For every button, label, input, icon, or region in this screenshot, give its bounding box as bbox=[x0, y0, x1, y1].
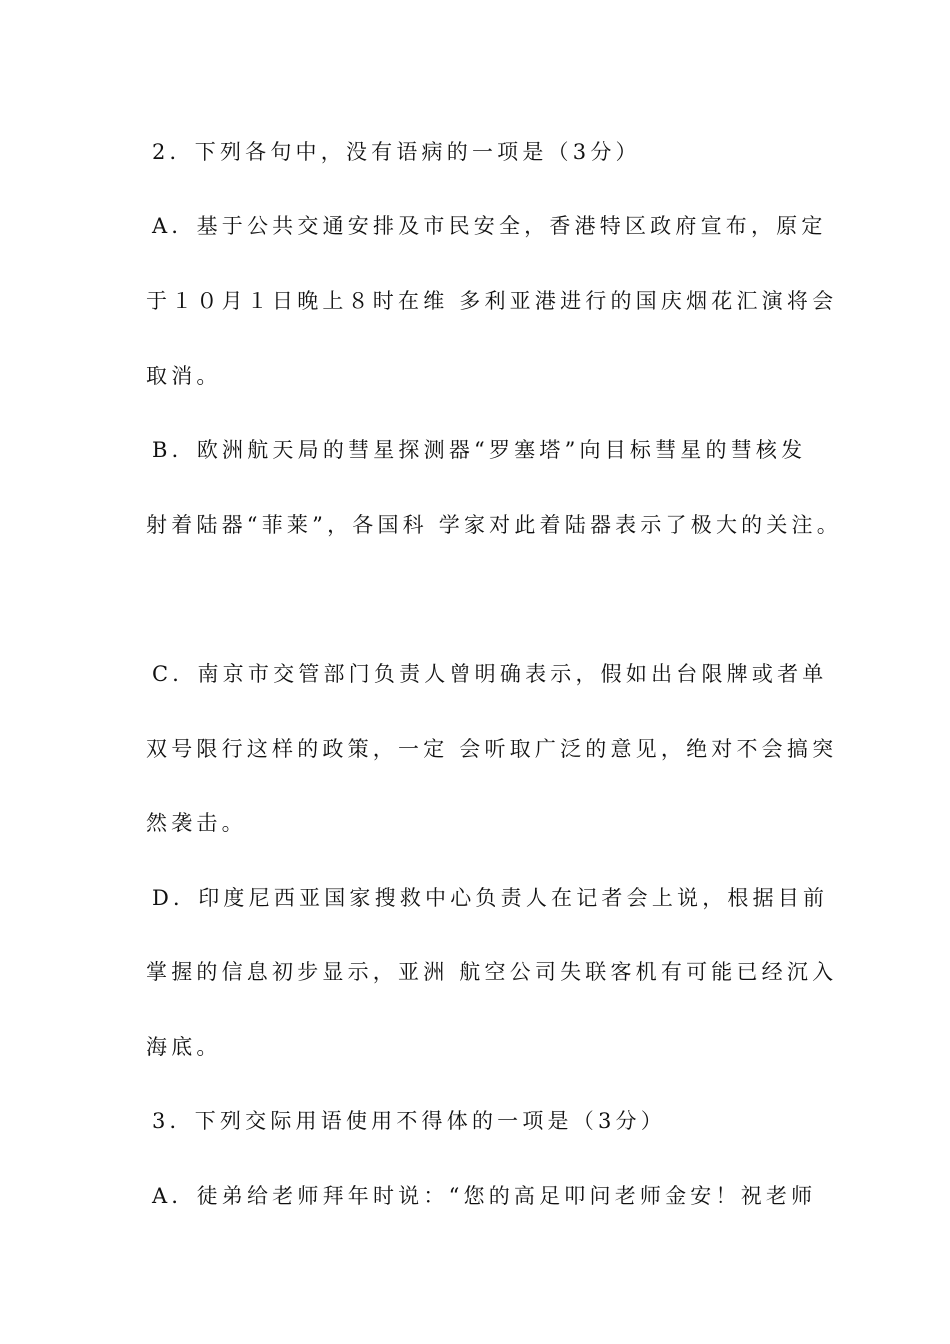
question-2-option-c-line-1: C．南京市交管部门负责人曾明确表示，假如出台限牌或者单 bbox=[152, 662, 828, 686]
question-2-option-a-line-3: 取消。 bbox=[146, 364, 222, 388]
question-3-option-a-line-1: A．徒弟给老师拜年时说：“您的高足叩问老师金安！祝老师 bbox=[152, 1184, 817, 1208]
question-3-stem: 3．下列交际用语使用不得体的一项是（3分） bbox=[152, 1109, 666, 1133]
question-2-option-c-line-3: 然袭击。 bbox=[146, 811, 247, 835]
question-2-stem: 2．下列各句中，没有语病的一项是（3分） bbox=[152, 140, 641, 164]
question-2-option-a-line-2: 于１０月１日晚上８时在维 多利亚港进行的国庆烟花汇演将会 bbox=[146, 289, 838, 313]
question-2-option-c-line-2: 双号限行这样的政策，一定 会听取广泛的意见，绝对不会搞突 bbox=[146, 737, 838, 761]
question-2-option-d-line-2: 掌握的信息初步显示，亚洲 航空公司失联客机有可能已经沉入 bbox=[146, 960, 838, 984]
question-2-option-a-line-1: A．基于公共交通安排及市民安全，香港特区政府宣布，原定 bbox=[152, 214, 827, 238]
question-2-option-b-line-1: B．欧洲航天局的彗星探测器“罗塞塔”向目标彗星的彗核发 bbox=[152, 438, 807, 462]
question-2-option-b-line-2: 射着陆器“菲莱”，各国科 学家对此着陆器表示了极大的关注。 bbox=[146, 513, 842, 537]
question-2-option-d-line-3: 海底。 bbox=[146, 1035, 222, 1059]
question-2-option-d-line-1: D．印度尼西亚国家搜救中心负责人在记者会上说，根据目前 bbox=[152, 886, 829, 910]
